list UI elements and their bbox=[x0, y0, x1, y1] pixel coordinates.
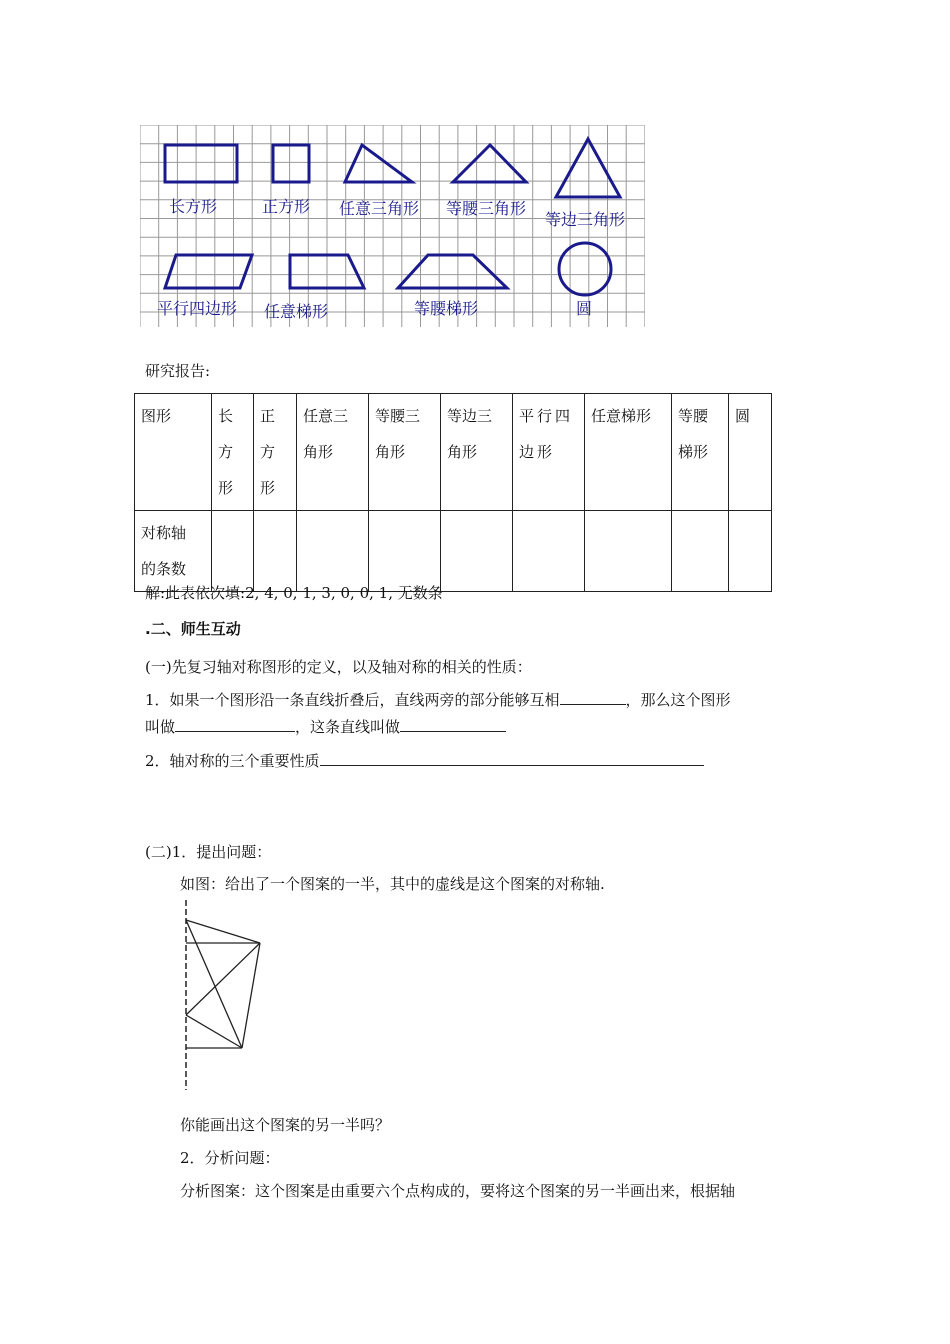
col-cell bbox=[369, 394, 441, 511]
col-rectangle: 长方形 bbox=[218, 407, 234, 497]
col-isosceles-triangle: 等腰三角形 bbox=[375, 407, 421, 461]
empty-cell[interactable] bbox=[441, 511, 513, 592]
row1-header: 图形 bbox=[141, 407, 172, 425]
col-cell bbox=[672, 394, 729, 511]
question-1-line-1 bbox=[145, 689, 731, 710]
empty-cell[interactable] bbox=[254, 511, 297, 592]
question-2-text: 2．轴对称的三个重要性质 bbox=[145, 752, 320, 770]
col-cell bbox=[297, 394, 369, 511]
row2-header-cell bbox=[135, 511, 212, 592]
col-cell bbox=[441, 394, 513, 511]
question-1-text-d: ，这条直线叫做 bbox=[295, 718, 401, 736]
answer-blank-2[interactable] bbox=[175, 717, 295, 732]
label-isosceles-triangle: 等腰三角形 bbox=[446, 199, 527, 218]
question-1-text-a: 1．如果一个图形沿一条直线折叠后，直线两旁的部分能够互相 bbox=[145, 691, 560, 709]
question-1-line-2 bbox=[145, 716, 506, 737]
section-title: .二、师生互动 bbox=[145, 620, 241, 638]
col-scalene-triangle: 任意三角形 bbox=[303, 407, 349, 461]
label-isosceles-trapezoid: 等腰梯形 bbox=[414, 299, 479, 318]
answer-text: 解:此表依次填:2, 4, 0, 1, 3, 0, 0, 1, 无数条 bbox=[145, 584, 443, 602]
col-circle: 圆 bbox=[735, 407, 751, 425]
label-rectangle: 长方形 bbox=[169, 197, 218, 216]
report-title: 研究报告: bbox=[145, 362, 211, 380]
answer-blank-4[interactable] bbox=[320, 751, 704, 766]
col-cell bbox=[513, 394, 585, 511]
col-parallelogram: 平行四边形 bbox=[519, 407, 574, 461]
empty-cell[interactable] bbox=[212, 511, 254, 592]
equilateral-triangle-shape bbox=[556, 139, 620, 197]
answer-blank-3[interactable] bbox=[400, 717, 506, 732]
question-1-text-b: ，那么这个图形 bbox=[625, 691, 731, 709]
col-equilateral-triangle: 等边三角形 bbox=[447, 407, 493, 461]
empty-cell[interactable] bbox=[672, 511, 729, 592]
empty-cell[interactable] bbox=[369, 511, 441, 592]
square-shape bbox=[273, 145, 309, 182]
empty-cell[interactable] bbox=[513, 511, 585, 592]
isosceles-trapezoid-shape bbox=[398, 255, 507, 288]
table-row-shapes bbox=[135, 394, 772, 511]
label-scalene-triangle: 任意三角形 bbox=[339, 199, 420, 218]
label-square: 正方形 bbox=[262, 197, 311, 216]
col-cell bbox=[254, 394, 297, 511]
empty-cell[interactable] bbox=[297, 511, 369, 592]
label-parallelogram: 平行四边形 bbox=[157, 299, 238, 318]
part2-description: 如图：给出了一个图案的一半，其中的虚线是这个图案的对称轴. bbox=[180, 875, 605, 893]
table-row-axes bbox=[135, 511, 772, 592]
part2-title: (二)1．提出问题： bbox=[145, 843, 272, 861]
empty-cell[interactable] bbox=[729, 511, 772, 592]
rectangle-shape bbox=[165, 145, 237, 182]
col-cell bbox=[729, 394, 772, 511]
empty-cell[interactable] bbox=[585, 511, 672, 592]
half-pattern-figure bbox=[180, 898, 270, 1093]
answer-blank-1[interactable] bbox=[560, 690, 626, 705]
question-1-text-c: 叫做 bbox=[145, 718, 176, 736]
col-trapezoid: 任意梯形 bbox=[591, 407, 652, 425]
col-cell bbox=[212, 394, 254, 511]
analysis-text: 分析图案：这个图案是由重要六个点构成的，要将这个图案的另一半画出来，根据轴 bbox=[180, 1182, 736, 1200]
question-2 bbox=[145, 750, 704, 771]
col-cell bbox=[585, 394, 672, 511]
row2-header: 对称轴的条数 bbox=[141, 524, 187, 578]
isosceles-triangle-shape bbox=[453, 145, 526, 182]
label-trapezoid: 任意梯形 bbox=[264, 302, 329, 321]
analysis-title: 2．分析问题： bbox=[180, 1149, 280, 1167]
label-circle: 圆 bbox=[576, 299, 593, 318]
parallelogram-shape bbox=[165, 255, 252, 288]
part2-question: 你能画出这个图案的另一半吗？ bbox=[180, 1116, 391, 1134]
part1-intro: (一)先复习轴对称图形的定义，以及轴对称的相关的性质： bbox=[145, 658, 532, 676]
col-isosceles-trapezoid: 等腰梯形 bbox=[678, 407, 709, 461]
report-table bbox=[134, 393, 772, 592]
circle-shape bbox=[559, 243, 611, 295]
row1-header-cell bbox=[135, 394, 212, 511]
label-equilateral-triangle: 等边三角形 bbox=[545, 210, 626, 229]
col-square: 正方形 bbox=[260, 407, 276, 497]
